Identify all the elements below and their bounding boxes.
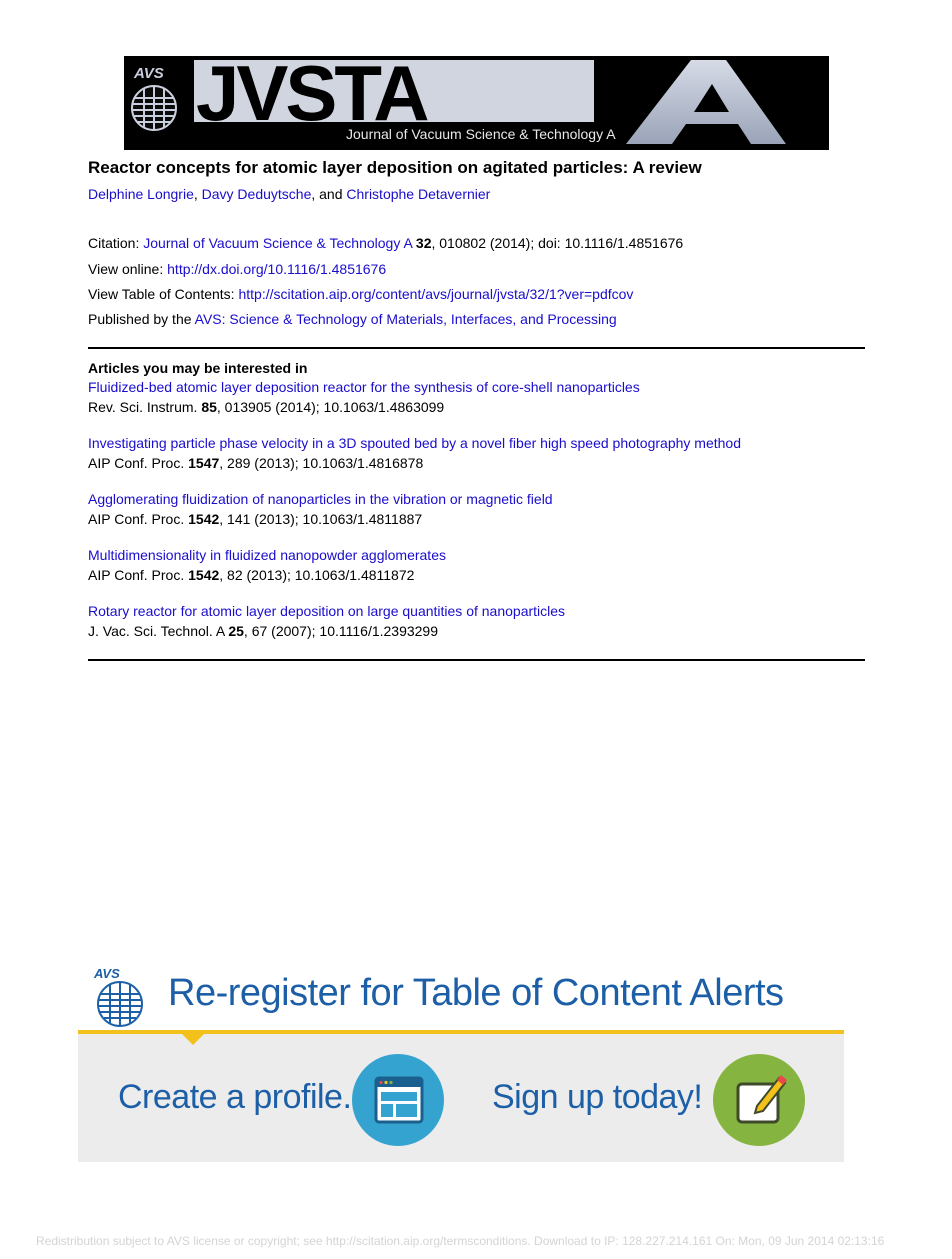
publisher-link[interactable]: AVS: Science & Technology of Materials, Interfaces, and Processing (194, 311, 617, 327)
citation-volume: 32 (415, 235, 432, 251)
related-article-link[interactable]: Rotary reactor for atomic layer deposition on large quantities of nanoparticles (88, 603, 566, 619)
related-article-ref: AIP Conf. Proc. 1547, 289 (2013); 10.1063/1.4816878 (88, 455, 424, 471)
author-link[interactable]: Davy Deduytsche (201, 186, 312, 202)
author-separator: , (193, 186, 202, 202)
journal-banner (124, 56, 829, 150)
view-online-label: View online: (88, 261, 168, 277)
related-heading: Articles you may be interested in (88, 360, 308, 376)
related-article-link[interactable]: Fluidized-bed atomic layer deposition reactor for the synthesis of core-shell nanoparticles (88, 379, 640, 395)
citation-journal-link[interactable]: Journal of Vacuum Science & Technology A (143, 235, 413, 251)
article-title: Reactor concepts for atomic layer deposition on agitated particles: A review (88, 158, 702, 177)
citation-label: Citation: (88, 235, 144, 251)
avs-globe-logo (88, 964, 154, 1028)
ad-header (78, 962, 844, 1032)
author-separator: , and (311, 186, 347, 202)
divider (88, 659, 865, 661)
related-article-link[interactable]: Investigating particle phase velocity in a 3D spouted bed by a novel fiber high speed photography method (88, 435, 741, 451)
related-article-link[interactable]: Multidimensionality in fluidized nanopowder agglomerates (88, 547, 446, 563)
related-article-ref: J. Vac. Sci. Technol. A 25, 67 (2007); 10.1116/1.2393299 (88, 623, 439, 639)
related-article-ref: AIP Conf. Proc. 1542, 82 (2013); 10.1063/1.4811872 (88, 567, 415, 583)
ad-notch (182, 1034, 204, 1045)
doi-link[interactable]: http://dx.doi.org/10.1116/1.4851676 (167, 261, 387, 277)
related-article-link[interactable]: Agglomerating fluidization of nanoparticles in the vibration or magnetic field (88, 491, 553, 507)
related-article-ref: Rev. Sci. Instrum. 85, 013905 (2014); 10.1063/1.4863099 (88, 399, 445, 415)
journal-abbrev: JVSTA (196, 56, 427, 137)
publisher-label: Published by the (88, 311, 195, 327)
citation-line (88, 235, 683, 251)
sign-up-text[interactable]: Sign up today! (492, 1078, 703, 1116)
pencil-edit-icon (713, 1054, 805, 1146)
author-link[interactable]: Christophe Detavernier (346, 186, 491, 202)
toc-alerts-ad[interactable] (78, 962, 844, 1162)
create-profile-text[interactable]: Create a profile. (118, 1078, 352, 1116)
author-link[interactable]: Delphine Longrie (88, 186, 194, 202)
journal-name: Journal of Vacuum Science & Technology A (346, 126, 616, 142)
browser-window-icon (352, 1054, 444, 1146)
ad-headline: Re-register for Table of Content Alerts (168, 972, 784, 1014)
author-list (88, 186, 490, 202)
logo-text: AVS (134, 65, 164, 82)
related-article-ref: AIP Conf. Proc. 1542, 141 (2013); 10.1063/1.4811887 (88, 511, 423, 527)
create-profile-button[interactable] (352, 1054, 444, 1146)
sign-up-button[interactable] (713, 1054, 805, 1146)
publisher-line (88, 311, 617, 327)
redistribution-notice: Redistribution subject to AVS license or copyright; see http://scitation.aip.org/termsconditions. Download to IP: 128.227.214.161 On: Mon, 09 Jun 2014 02:13:16 (36, 1234, 885, 1248)
svg-text:AVS: AVS (94, 966, 120, 981)
avs-globe-logo (130, 62, 190, 142)
toc-link[interactable]: http://scitation.aip.org/content/avs/journal/jvsta/32/1?ver=pdfcov (238, 286, 634, 302)
view-online-line (88, 261, 386, 277)
citation-details: , 010802 (2014); doi: 10.1116/1.4851676 (431, 235, 684, 251)
toc-label: View Table of Contents: (88, 286, 239, 302)
toc-line (88, 286, 633, 302)
divider (88, 347, 865, 349)
